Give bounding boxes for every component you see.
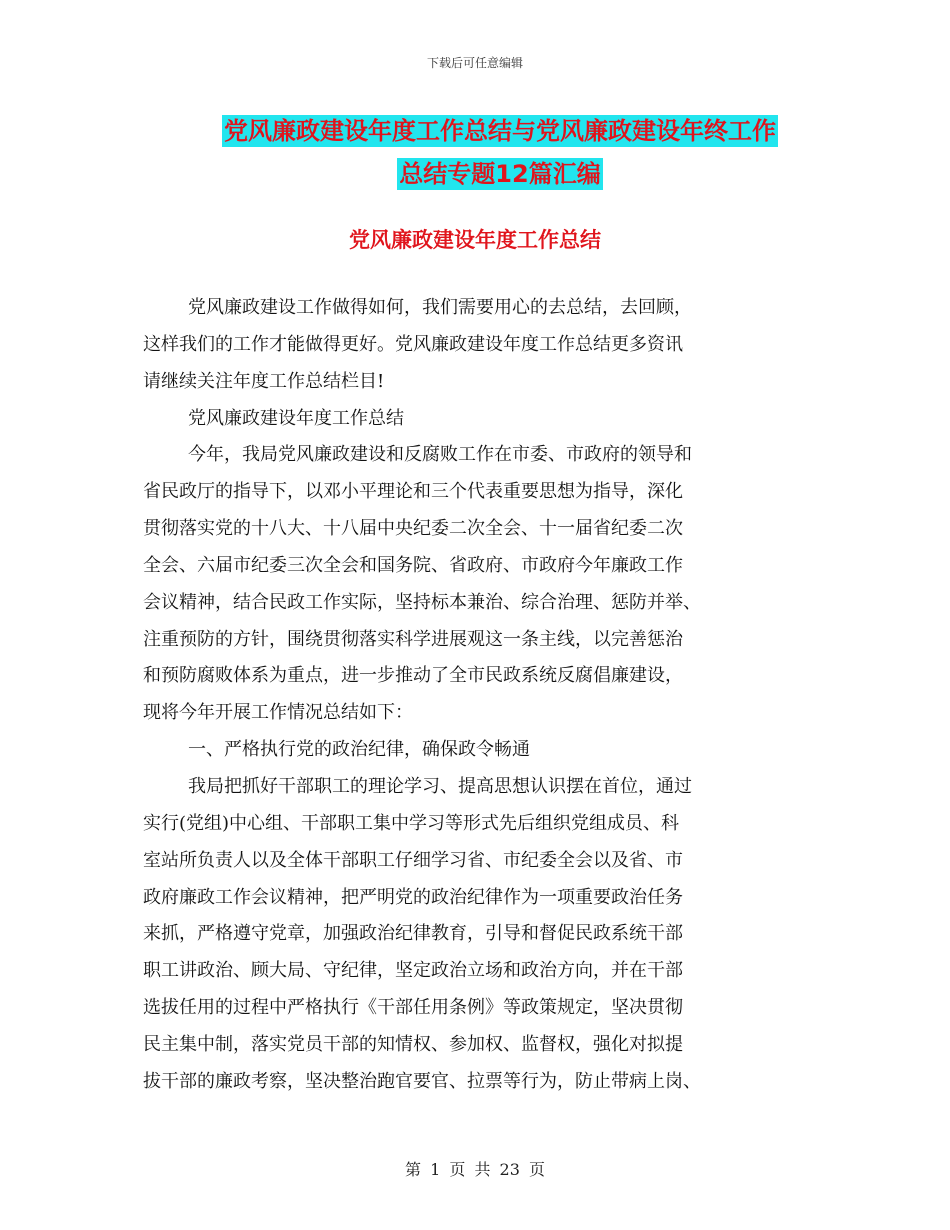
section-title: 党风廉政建设年度工作总结 [349,228,601,252]
text-line: 党风廉政建设工作做得如何，我们需要用心的去总结，去回顾， [188,297,692,318]
header-note: 下载后可任意编辑 [426,56,523,70]
text-line: 拔干部的廉政考察，坚决整治跑官要官、拉票等行为，防止带病上岗、 [143,1070,701,1092]
text-line: 现将今年开展工作情况总结如下： [143,702,413,724]
text-line: 职工讲政治、顾大局、守纪律，坚定政治立场和政治方向，并在干部 [143,960,683,982]
text-line: 会议精神，结合民政工作实际，坚持标本兼治、综合治理、惩防并举、 [143,591,701,613]
text-line: 选拔任用的过程中严格执行《干部任用条例》等政策规定，坚决贯彻 [143,997,683,1019]
page-footer: 第 1 页 共 23 页 [405,1160,545,1179]
text-line: 和预防腐败体系为重点，进一步推动了全市民政系统反腐倡廉建设， [143,665,683,687]
text-line: 实行(党组)中心组、干部职工集中学习等形式先后组织党组成员、科 [143,812,680,834]
text-line: 注重预防的方针，围绕贯彻落实科学进展观这一条主线，以完善惩治 [143,628,683,650]
main-title-line-2: 总结专题12篇汇编 [399,160,601,188]
body-text [143,290,803,1101]
text-line: 今年，我局党风廉政建设和反腐败工作在市委、市政府的领导和 [188,444,692,466]
text-line: 省民政厅的指导下，以邓小平理论和三个代表重要思想为指导，深化 [143,481,683,503]
text-line: 这样我们的工作才能做得更好。党风廉政建设年度工作总结更多资讯 [143,333,683,355]
text-line: 来抓，严格遵守党章，加强政治纪律教育，引导和督促民政系统干部 [143,923,683,945]
text-line: 贯彻落实党的十八大、十八届中央纪委二次全会、十一届省纪委二次 [143,518,683,540]
text-line: 室站所负责人以及全体干部职工仔细学习省、市纪委全会以及省、市 [143,849,683,871]
text-line: 我局把抓好干部职工的理论学习、提高思想认识摆在首位，通过 [188,775,692,797]
text-line: 请继续关注年度工作总结栏目! [143,370,385,392]
text-line: 全会、六届市纪委三次全会和国务院、省政府、市政府今年廉政工作 [143,554,683,576]
text-line: 党风廉政建设年度工作总结 [188,407,404,429]
text-line: 政府廉政工作会议精神，把严明党的政治纪律作为一项重要政治任务 [143,886,683,908]
text-line: 一、严格执行党的政治纪律，确保政令畅通 [188,739,530,761]
text-line: 民主集中制，落实党员干部的知情权、参加权、监督权，强化对拟提 [143,1033,683,1055]
main-title-line-1: 党风廉政建设年度工作总结与党风廉政建设年终工作 [224,117,776,145]
